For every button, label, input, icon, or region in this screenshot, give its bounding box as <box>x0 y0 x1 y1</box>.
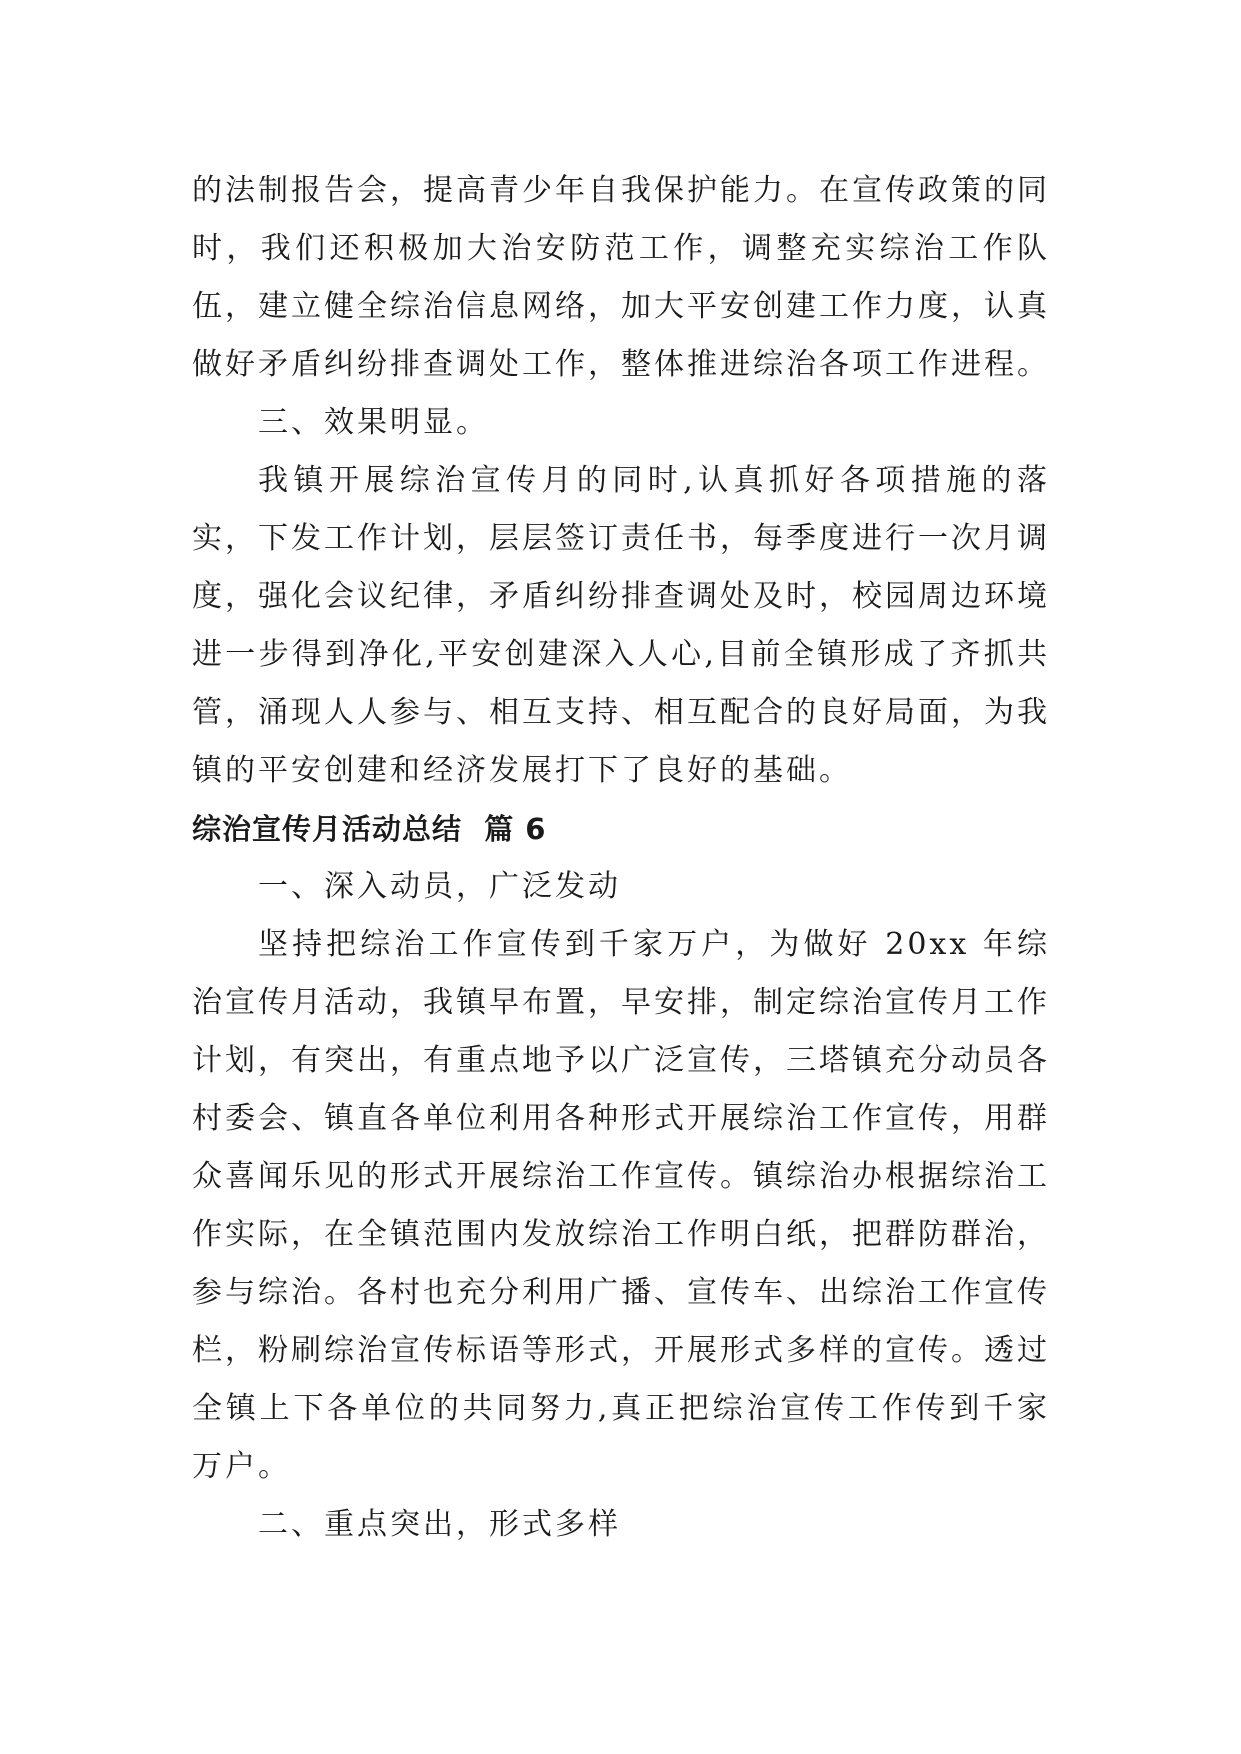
subheading-results: 三、效果明显。 <box>258 405 489 440</box>
section-title: 综治宣传月活动总结 篇 6 <box>192 812 547 846</box>
subheading-mobilize: 一、深入动员，广泛发动 <box>258 869 621 904</box>
document-page <box>192 162 1050 1554</box>
body-paragraph: 的法制报告会，提高青少年自我保护能力。在宣传政策的同时，我们还积极加大治安防范工作，调整充实综治工作队伍，建立健全综治信息网络，加大平安创建工作力度，认真做好矛盾纠纷排查调处工作，整体推进综治各项工作进程。 <box>192 173 1050 382</box>
body-paragraph: 我镇开展综治宣传月的同时,认真抓好各项措施的落实，下发工作计划，层层签订责任书，每季度进行一次月调度，强化会议纪律，矛盾纠纷排查调处及时，校园周边环境进一步得到净化,平安创建深入人心,目前全镇形成了齐抓共管，涌现人人参与、相互支持、相互配合的良好局面，为我镇的平安创建和经济发展打下了良好的基础。 <box>192 463 1050 788</box>
subheading-focus: 二、重点突出，形式多样 <box>258 1507 621 1542</box>
body-paragraph: 坚持把综治工作宣传到千家万户，为做好 20xx 年综治宣传月活动，我镇早布置，早安排，制定综治宣传月工作计划，有突出，有重点地予以广泛宣传，三塔镇充分动员各村委会、镇直各单位利用各种形式开展综治工作宣传，用群众喜闻乐见的形式开展综治工作宣传。镇综治办根据综治工作实际，在全镇范围内发放综治工作明白纸，把群防群治，参与综治。各村也充分利用广播、宣传车、出综治工作宣传栏，粉刷综治宣传标语等形式，开展形式多样的宣传。透过全镇上下各单位的共同努力,真正把综治宣传工作传到千家万户。 <box>192 927 1050 1484</box>
